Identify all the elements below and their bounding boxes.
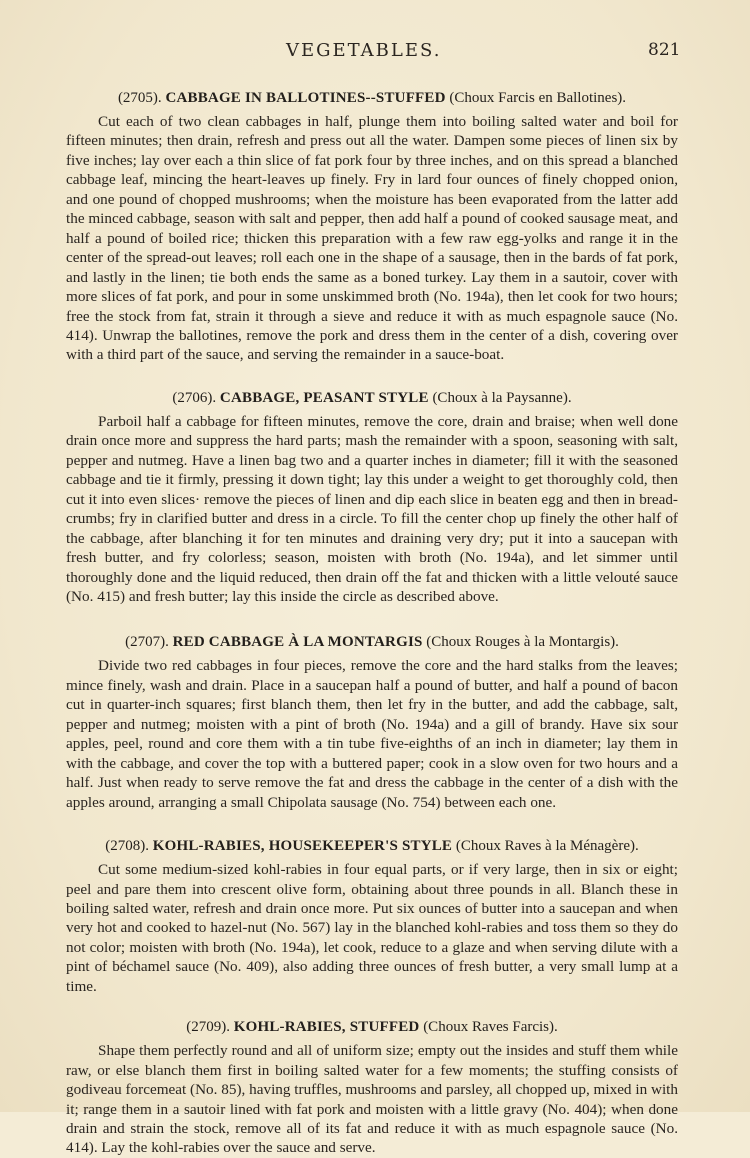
recipe-title: CABBAGE, PEASANT STYLE bbox=[219, 389, 429, 406]
recipe-2709 bbox=[66, 1017, 678, 1158]
recipe-number: (2707). bbox=[125, 634, 169, 651]
recipe-heading bbox=[66, 88, 678, 108]
recipe-body: Cut each of two clean cabbages in half, plunge them into boiling salted water and boil for fifteen minutes; then drain, refresh and press out all the water. Dampen some pieces of linen six by five inches; lay over each a thin slice of fat pork four by three inches, and on this spread a blanched cabbage leaf, mincing the heart-leaves up finely. Fry in lard four ounces of finely chopped onion, and one pound of chopped mushrooms; when the moisture has been evaporated from the latter add the minced cabbage, season with salt and pepper, then add half a pound of cooked sausage meat, and half a pound of boiled rice; thicken this preparation with a few raw egg-yolks and range it in the center of the spread-out leaves; roll each one in the shape of a sausage, then in the bards of fat pork, and lastly in the linen; tie both ends the same as a boned turkey. Lay them in a sautoir, cover with more slices of fat pork, and pour in some unskimmed broth (No. 194a), then let cook for two hours; free the stock from fat, strain it through a sieve and reduce it with as much espagnole sauce (No. 414). Unwrap the ballotines, remove the pork and dress them in the center of a dish, covering over with a third part of the sauce, and serving the remainder in a sauce-boat. bbox=[66, 113, 678, 364]
recipe-2705 bbox=[66, 88, 678, 365]
recipe-french-title: (Choux Raves Farcis). bbox=[423, 1019, 558, 1036]
running-head bbox=[0, 40, 750, 70]
recipe-number: (2706). bbox=[172, 389, 217, 406]
page-content bbox=[66, 88, 678, 1158]
recipe-title: KOHL-RABIES, HOUSEKEEPER'S STYLE bbox=[152, 838, 453, 855]
recipe-body: Shape them perfectly round and all of uniform size; empty out the insides and stuff them while raw, or else blanch them first in boiling salted water for a few moments; the stuffing consists of godiveau forcemeat (No. 85), having truffles, mushrooms and parsley, all chopped up, mixed in with it; range them in a sautoir lined with fat pork and moisten with a little gravy (No. 404); when done drain and strain the stock, remove all of its fat and reduce it with as much espagnole sauce (No. 414). Lay the kohl-rabies over the sauce and serve. bbox=[66, 1042, 678, 1157]
recipe-number: (2708). bbox=[105, 838, 149, 855]
recipe-title: KOHL-RABIES, STUFFED bbox=[233, 1019, 420, 1036]
recipe-heading bbox=[66, 836, 678, 856]
running-title: VEGETABLES. bbox=[286, 40, 442, 61]
recipe-2707 bbox=[66, 632, 678, 812]
recipe-heading bbox=[66, 388, 678, 408]
recipe-body: Divide two red cabbages in four pieces, remove the core and the hard stalks from the leaves; mince finely, wash and drain. Place in a saucepan half a pound of butter, and half a pound of bacon cut in quarter-inch squares; first blanch them, then let fry in the butter, and add the cabbage, salt, pepper and nutmeg; moisten with a pint of broth (No. 194a) and a gill of brandy. Have six sour apples, peel, round and core them with a tin tube five-eighths of an inch in diameter; lay them in with the cabbage, and cover the top with a buttered paper; cook in a slow oven for two hours and a half. Just when ready to serve remove the fat and dress the cabbage in the center of a dish with the apples around, arranging a small Chipolata sausage (No. 754) between each one. bbox=[66, 657, 678, 811]
recipe-body: Parboil half a cabbage for fifteen minutes, remove the core, drain and braise; when well done drain once more and suppress the hard parts; mash the remainder with a spoon, seasoning with salt, pepper and nutmeg. Have a linen bag two and a quarter inches in diameter; fill it with the seasoned cabbage and tie it firmly, pressing it down tight; lay this under a weight to get thoroughly cold, then cut it into even slices· remove the pieces of linen and dip each slice in beaten egg and then in bread-crumbs; fry in clarified butter and dress in a circle. To fill the center chop up finely the other half of the cabbage, after blanching it for ten minutes and draining very dry; put it into a saucepan with fresh butter, and fry colorless; season, moisten with broth (No. 194a), and let simmer until thoroughly done and the liquid reduced, then drain off the fat and thicken with a little velouté sauce (No. 415) and fresh butter; lay this inside the circle as described above. bbox=[66, 412, 678, 605]
recipe-heading bbox=[66, 632, 678, 652]
recipe-heading bbox=[66, 1017, 678, 1037]
recipe-body: Cut some medium-sized kohl-rabies in four equal parts, or if very large, then in six or eight; peel and pare them into crescent olive form, obtaining about three pounds in all. Blanch these in boiling salted water, refresh and drain once more. Put six ounces of butter into a saucepan and when very hot and cooked to hazel-nut (No. 567) lay in the blanched kohl-rabies and toss them so they do not color; moisten with broth (No. 194a), let cook, reduce to a glaze and when serving dilute with a pint of béchamel sauce (No. 409), also adding three ounces of fresh butter, a very small lump at a time. bbox=[66, 861, 678, 995]
recipe-title: RED CABBAGE À LA MONTARGIS bbox=[172, 634, 423, 651]
page-number: 821 bbox=[648, 40, 681, 60]
recipe-french-title: (Choux à la Paysanne). bbox=[432, 389, 572, 406]
recipe-french-title: (Choux Farcis en Ballotines). bbox=[449, 90, 627, 106]
recipe-french-title: (Choux Raves à la Ménagère). bbox=[455, 838, 639, 855]
recipe-french-title: (Choux Rouges à la Montargis). bbox=[426, 634, 619, 651]
recipe-2708 bbox=[66, 836, 678, 996]
recipe-2706 bbox=[66, 388, 678, 607]
recipe-title: CABBAGE IN BALLOTINES--STUFFED bbox=[165, 90, 446, 106]
recipe-number: (2709). bbox=[186, 1019, 230, 1036]
recipe-number: (2705). bbox=[117, 90, 162, 106]
